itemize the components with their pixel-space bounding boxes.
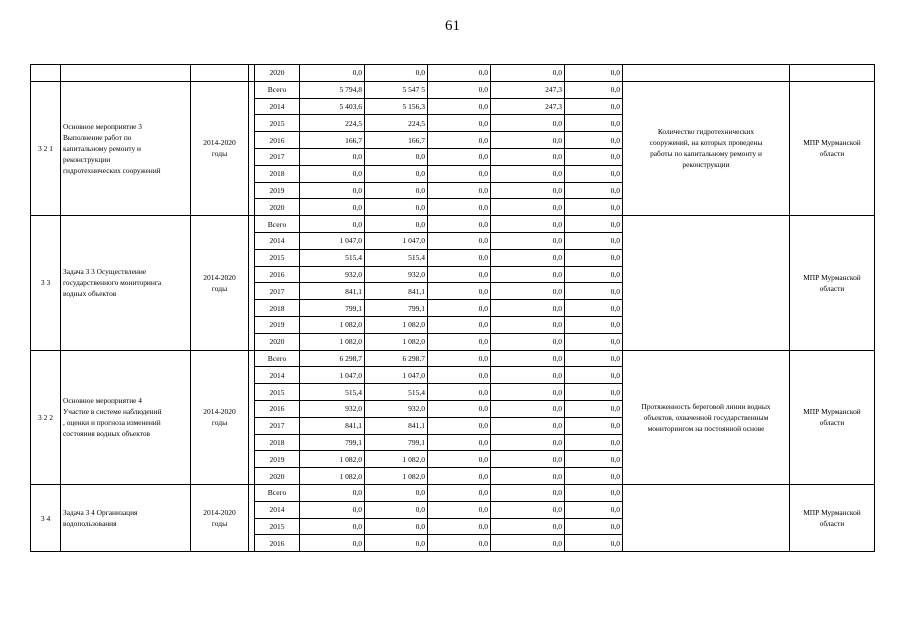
amount-cell: 0,0 <box>565 216 623 233</box>
amount-cell: 799,1 <box>300 434 365 451</box>
table-row <box>31 350 875 367</box>
amount-cell: 0,0 <box>491 333 565 350</box>
amount-cell: 0,0 <box>491 132 565 149</box>
amount-cell: 0,0 <box>491 518 565 535</box>
item-period <box>191 81 249 215</box>
amount-cell: 0,0 <box>365 484 428 501</box>
amount-cell: 515,4 <box>365 384 428 401</box>
year-cell: 2019 <box>255 451 300 468</box>
amount-cell: 0,0 <box>565 333 623 350</box>
year-cell: 2015 <box>255 249 300 266</box>
item-code-text: 3 3 <box>40 278 51 288</box>
amount-cell: 799,1 <box>365 434 428 451</box>
item-period <box>191 484 249 551</box>
amount-cell: 0,0 <box>491 400 565 417</box>
amount-cell: 0,0 <box>428 400 491 417</box>
item-responsible-text: МПР Мурманской области <box>803 138 861 159</box>
year-cell: Всего <box>255 216 300 233</box>
year-cell: 2017 <box>255 283 300 300</box>
amount-cell: 1 082,0 <box>300 468 365 485</box>
amount-cell: 0,0 <box>428 165 491 182</box>
amount-cell: 0,0 <box>428 266 491 283</box>
amount-cell: 0,0 <box>365 199 428 216</box>
item-indicator <box>623 484 790 551</box>
item-period-text: 2014-2020 годы <box>203 407 236 428</box>
page-number: 61 <box>445 18 460 34</box>
item-indicator <box>623 65 790 82</box>
year-cell: 2015 <box>255 518 300 535</box>
amount-cell: 0,0 <box>565 199 623 216</box>
item-responsible-text: МПР Мурманской области <box>803 508 861 529</box>
year-cell: 2015 <box>255 384 300 401</box>
amount-cell: 0,0 <box>300 518 365 535</box>
year-cell: 2014 <box>255 367 300 384</box>
amount-cell: 0,0 <box>428 216 491 233</box>
amount-cell: 5 794,8 <box>300 81 365 98</box>
year-cell: 2016 <box>255 132 300 149</box>
amount-cell: 0,0 <box>365 518 428 535</box>
amount-cell: 5 547 5 <box>365 81 428 98</box>
amount-cell: 0,0 <box>565 468 623 485</box>
amount-cell: 515,4 <box>365 249 428 266</box>
year-cell: 2014 <box>255 501 300 518</box>
item-code <box>31 216 61 350</box>
amount-cell: 1 082,0 <box>365 333 428 350</box>
item-period-text: 2014-2020 годы <box>203 138 236 159</box>
amount-cell: 0,0 <box>428 132 491 149</box>
amount-cell: 0,0 <box>565 65 623 82</box>
amount-cell: 0,0 <box>365 501 428 518</box>
amount-cell: 0,0 <box>565 384 623 401</box>
item-period-text: 2014-2020 годы <box>203 508 236 529</box>
amount-cell: 166,7 <box>365 132 428 149</box>
amount-cell: 0,0 <box>565 148 623 165</box>
amount-cell: 0,0 <box>428 98 491 115</box>
amount-cell: 0,0 <box>300 216 365 233</box>
year-cell: 2014 <box>255 98 300 115</box>
item-code <box>31 350 61 484</box>
amount-cell: 0,0 <box>565 367 623 384</box>
amount-cell: 1 082,0 <box>300 451 365 468</box>
amount-cell: 799,1 <box>365 300 428 317</box>
year-cell: 2014 <box>255 232 300 249</box>
amount-cell: 1 082,0 <box>300 333 365 350</box>
amount-cell: 0,0 <box>565 400 623 417</box>
amount-cell: 0,0 <box>565 249 623 266</box>
amount-cell: 0,0 <box>428 65 491 82</box>
amount-cell: 0,0 <box>300 65 365 82</box>
amount-cell: 0,0 <box>565 132 623 149</box>
amount-cell: 0,0 <box>428 249 491 266</box>
amount-cell: 0,0 <box>428 316 491 333</box>
year-cell: 2017 <box>255 148 300 165</box>
amount-cell: 0,0 <box>565 451 623 468</box>
amount-cell: 0,0 <box>491 468 565 485</box>
amount-cell: 0,0 <box>428 81 491 98</box>
amount-cell: 0,0 <box>491 501 565 518</box>
amount-cell: 0,0 <box>428 283 491 300</box>
amount-cell: 515,4 <box>300 249 365 266</box>
amount-cell: 0,0 <box>565 283 623 300</box>
amount-cell: 0,0 <box>565 81 623 98</box>
item-period <box>191 65 249 82</box>
amount-cell: 0,0 <box>428 182 491 199</box>
amount-cell: 0,0 <box>428 535 491 552</box>
item-name <box>61 65 191 82</box>
amount-cell: 0,0 <box>300 535 365 552</box>
amount-cell: 799,1 <box>300 300 365 317</box>
amount-cell: 0,0 <box>565 518 623 535</box>
amount-cell: 166,7 <box>300 132 365 149</box>
amount-cell: 0,0 <box>491 216 565 233</box>
amount-cell: 0,0 <box>491 182 565 199</box>
amount-cell: 841,1 <box>300 283 365 300</box>
amount-cell: 5 156,3 <box>365 98 428 115</box>
year-cell: Всего <box>255 484 300 501</box>
amount-cell: 0,0 <box>300 199 365 216</box>
table-row <box>31 484 875 501</box>
item-code <box>31 484 61 551</box>
amount-cell: 6 298,7 <box>365 350 428 367</box>
item-code-text: 3 4 <box>40 513 51 523</box>
item-responsible-text: МПР Мурманской области <box>803 407 861 428</box>
amount-cell: 841,1 <box>365 283 428 300</box>
item-indicator <box>623 216 790 350</box>
amount-cell: 247,3 <box>491 81 565 98</box>
item-name-text: Основное мероприятие 3 Выполнение работ по капитальному ремонту и реконструкции гидротехнических сооружений <box>63 121 161 175</box>
amount-cell: 0,0 <box>491 148 565 165</box>
item-code <box>31 81 61 215</box>
item-responsible <box>790 216 875 350</box>
amount-cell: 0,0 <box>428 350 491 367</box>
amount-cell: 224,5 <box>365 115 428 132</box>
amount-cell: 0,0 <box>365 148 428 165</box>
item-indicator-text: Количество гидротехнических сооружений, на которых проведены работы по капитальному ремонту и реконструкции <box>649 127 763 170</box>
amount-cell: 0,0 <box>565 417 623 434</box>
year-cell: 2020 <box>255 468 300 485</box>
amount-cell: 6 298,7 <box>300 350 365 367</box>
amount-cell: 0,0 <box>491 417 565 434</box>
amount-cell: 0,0 <box>428 148 491 165</box>
amount-cell: 1 047,0 <box>300 232 365 249</box>
item-code-text: 3 2 1 <box>38 143 53 153</box>
amount-cell: 1 082,0 <box>365 468 428 485</box>
amount-cell: 0,0 <box>491 384 565 401</box>
item-indicator <box>623 350 790 484</box>
amount-cell: 0,0 <box>491 535 565 552</box>
table-row <box>31 65 875 82</box>
amount-cell: 0,0 <box>565 115 623 132</box>
item-responsible-text: МПР Мурманской области <box>803 272 861 293</box>
amount-cell: 0,0 <box>565 316 623 333</box>
year-cell: 2020 <box>255 65 300 82</box>
item-name <box>61 216 191 350</box>
amount-cell: 0,0 <box>428 518 491 535</box>
amount-cell: 0,0 <box>365 165 428 182</box>
amount-cell: 0,0 <box>491 300 565 317</box>
amount-cell: 1 082,0 <box>365 451 428 468</box>
amount-cell: 0,0 <box>428 384 491 401</box>
year-cell: 2015 <box>255 115 300 132</box>
amount-cell: 0,0 <box>428 417 491 434</box>
amount-cell: 0,0 <box>565 182 623 199</box>
amount-cell: 0,0 <box>428 115 491 132</box>
amount-cell: 1 082,0 <box>365 316 428 333</box>
year-cell: 2019 <box>255 316 300 333</box>
item-name-text: Основное мероприятие 4 Участие в системе наблюдений , оценки и прогноза изменений состояния водных объектов <box>63 396 162 439</box>
amount-cell: 0,0 <box>565 484 623 501</box>
amount-cell: 0,0 <box>491 266 565 283</box>
amount-cell: 0,0 <box>365 216 428 233</box>
amount-cell: 0,0 <box>428 468 491 485</box>
amount-cell: 0,0 <box>491 65 565 82</box>
amount-cell: 0,0 <box>300 484 365 501</box>
amount-cell: 0,0 <box>428 451 491 468</box>
year-cell: Всего <box>255 350 300 367</box>
amount-cell: 0,0 <box>491 115 565 132</box>
year-cell: Всего <box>255 81 300 98</box>
amount-cell: 0,0 <box>565 98 623 115</box>
year-cell: 2019 <box>255 182 300 199</box>
amount-cell: 0,0 <box>491 249 565 266</box>
amount-cell: 0,0 <box>565 434 623 451</box>
amount-cell: 0,0 <box>365 535 428 552</box>
year-cell: 2018 <box>255 165 300 182</box>
amount-cell: 0,0 <box>428 199 491 216</box>
amount-cell: 0,0 <box>491 367 565 384</box>
year-cell: 2016 <box>255 400 300 417</box>
amount-cell: 5 403,6 <box>300 98 365 115</box>
amount-cell: 0,0 <box>428 501 491 518</box>
item-responsible <box>790 81 875 215</box>
item-responsible <box>790 484 875 551</box>
amount-cell: 0,0 <box>491 350 565 367</box>
amount-cell: 0,0 <box>491 165 565 182</box>
amount-cell: 0,0 <box>491 283 565 300</box>
year-cell: 2017 <box>255 417 300 434</box>
amount-cell: 0,0 <box>491 484 565 501</box>
amount-cell: 0,0 <box>491 199 565 216</box>
amount-cell: 841,1 <box>300 417 365 434</box>
table-body <box>31 65 875 552</box>
amount-cell: 0,0 <box>565 232 623 249</box>
amount-cell: 0,0 <box>428 333 491 350</box>
amount-cell: 932,0 <box>300 400 365 417</box>
item-responsible <box>790 65 875 82</box>
year-cell: 2020 <box>255 333 300 350</box>
item-period-text: 2014-2020 годы <box>203 272 236 293</box>
amount-cell: 932,0 <box>365 266 428 283</box>
amount-cell: 0,0 <box>565 535 623 552</box>
amount-cell: 0,0 <box>428 367 491 384</box>
table-row <box>31 81 875 98</box>
item-indicator-text: Протяженность береговой линии водных объектов, охваченной государственным мониторингом на постоянной основе <box>641 401 771 433</box>
item-period <box>191 216 249 350</box>
item-period <box>191 350 249 484</box>
amount-cell: 1 082,0 <box>300 316 365 333</box>
year-cell: 2016 <box>255 535 300 552</box>
amount-cell: 0,0 <box>300 501 365 518</box>
amount-cell: 0,0 <box>491 232 565 249</box>
amount-cell: 247,3 <box>491 98 565 115</box>
item-responsible <box>790 350 875 484</box>
amount-cell: 0,0 <box>365 182 428 199</box>
amount-cell: 0,0 <box>428 484 491 501</box>
amount-cell: 0,0 <box>428 300 491 317</box>
amount-cell: 0,0 <box>428 232 491 249</box>
amount-cell: 0,0 <box>565 165 623 182</box>
amount-cell: 0,0 <box>491 434 565 451</box>
item-indicator <box>623 81 790 215</box>
item-code-text: 3 2 2 <box>38 412 53 422</box>
item-name-text: Задача 3 3 Осуществление государственного мониторинга водных объектов <box>63 267 162 299</box>
amount-cell: 0,0 <box>491 451 565 468</box>
amount-cell: 0,0 <box>428 434 491 451</box>
budget-table <box>30 64 875 552</box>
amount-cell: 0,0 <box>491 316 565 333</box>
amount-cell: 1 047,0 <box>300 367 365 384</box>
amount-cell: 841,1 <box>365 417 428 434</box>
amount-cell: 0,0 <box>565 300 623 317</box>
amount-cell: 224,5 <box>300 115 365 132</box>
year-cell: 2018 <box>255 300 300 317</box>
amount-cell: 0,0 <box>365 65 428 82</box>
item-name <box>61 81 191 215</box>
item-name <box>61 484 191 551</box>
amount-cell: 932,0 <box>300 266 365 283</box>
amount-cell: 0,0 <box>565 266 623 283</box>
amount-cell: 0,0 <box>565 501 623 518</box>
year-cell: 2016 <box>255 266 300 283</box>
amount-cell: 515,4 <box>300 384 365 401</box>
amount-cell: 0,0 <box>565 350 623 367</box>
item-name <box>61 350 191 484</box>
amount-cell: 1 047,0 <box>365 367 428 384</box>
year-cell: 2020 <box>255 199 300 216</box>
amount-cell: 1 047,0 <box>365 232 428 249</box>
item-code <box>31 65 61 82</box>
amount-cell: 0,0 <box>300 148 365 165</box>
amount-cell: 0,0 <box>300 182 365 199</box>
item-name-text: Задача 3 4 Организация водопользования <box>63 508 138 529</box>
year-cell: 2018 <box>255 434 300 451</box>
amount-cell: 932,0 <box>365 400 428 417</box>
amount-cell: 0,0 <box>300 165 365 182</box>
table-row <box>31 216 875 233</box>
